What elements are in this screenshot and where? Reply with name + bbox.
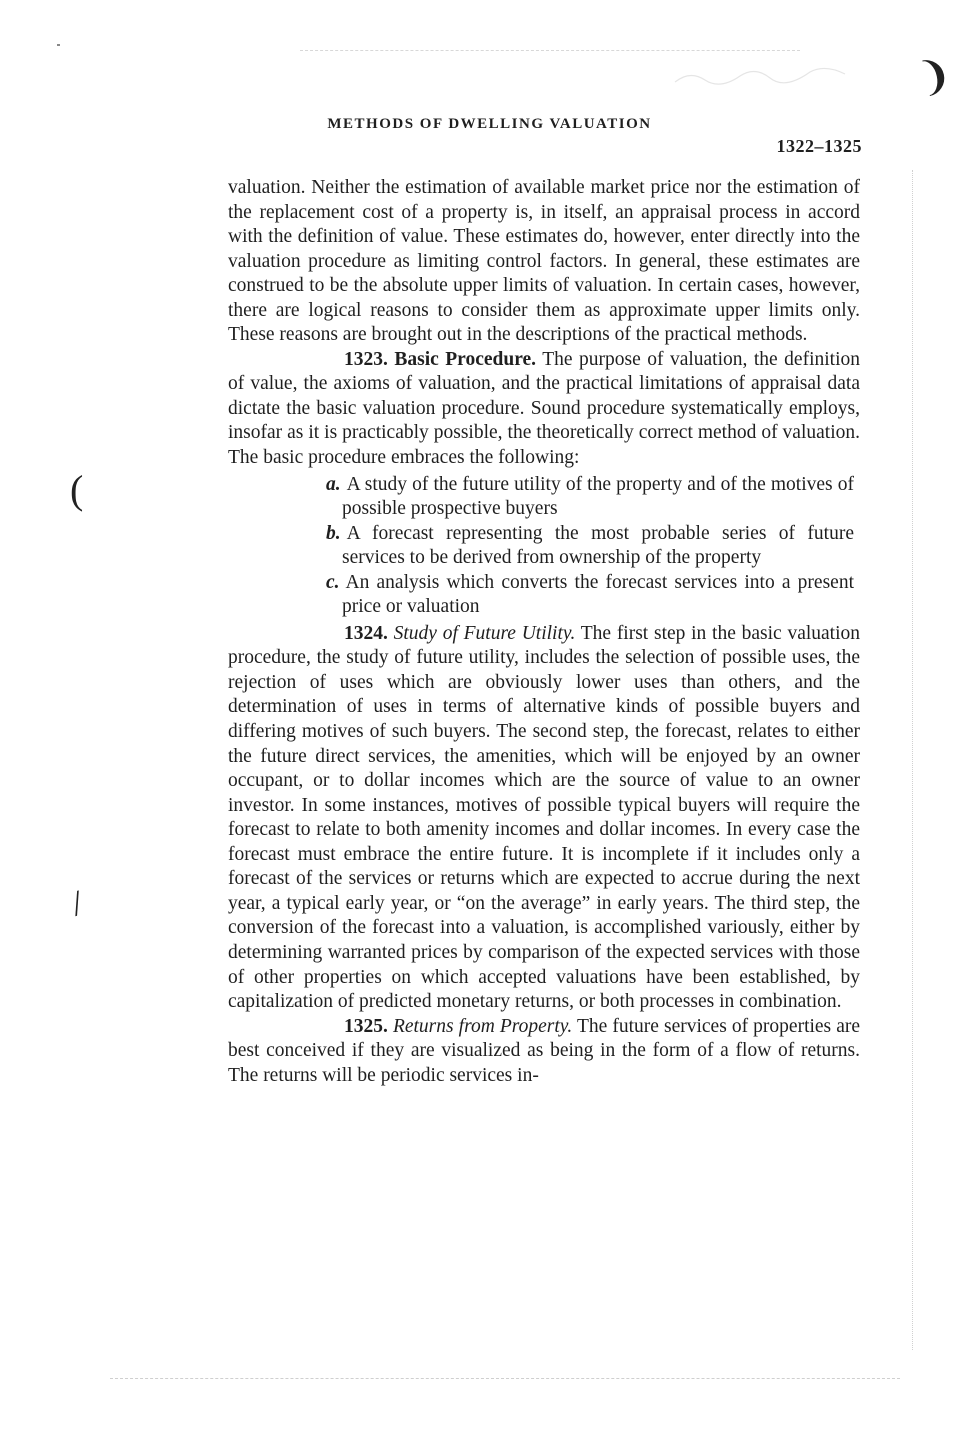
list-letter: c. <box>326 571 340 593</box>
list-letter: a. <box>326 473 341 495</box>
section-body: The purpose of valuation, the definition of value, the axioms of valuation, and the practical limitations of appraisal data dictate the basic valuation procedure. Sound procedure systematically employs, insofar as it is practicably possible, the theoretically correct method of valuation. The basic procedure embraces the following: <box>228 348 860 469</box>
section-number: 1323. <box>344 348 388 370</box>
paragraph-intro: valuation. Neither the estimation of available market price nor the estimation of the replacement cost of a property is, in itself, an appraisal process in accord with the definition of value. These estimates do, however, enter directly into the valuation procedure as limiting control factors. In general, these estimates are construed to be the absolute upper limits of valuation. In certain cases, however, there are logical reasons to consider them as approximate upper limits only. These reasons are brought out in the descriptions of the practical methods. <box>228 177 860 346</box>
faint-pencil-scribble <box>670 60 850 90</box>
section-body: The future services of properties are best conceived if they are visualized as being in the form of a flow of returns. The returns will be periodic services in- <box>228 1015 861 1086</box>
list-letter: b. <box>326 522 341 544</box>
scan-artifact-bottom-rule <box>110 1378 900 1379</box>
running-head-title: METHODS OF DWELLING VALUATION <box>327 116 652 132</box>
procedure-list <box>228 473 860 620</box>
list-item <box>326 571 854 620</box>
list-item <box>326 522 854 571</box>
section-heading: Returns from Property. <box>392 1015 573 1037</box>
margin-mark-slash: / <box>66 882 88 924</box>
section-heading: Study of Future Utility. <box>393 622 576 644</box>
section-heading: Basic Procedure. <box>394 348 537 370</box>
scan-speck <box>57 44 60 46</box>
margin-mark-bracket: ( <box>70 467 84 512</box>
scan-artifact-top-rule <box>300 50 800 51</box>
page-body <box>228 176 860 1088</box>
section-body: The first step in the basic valuation procedure, the study of future utility, includes the selection of possible uses, the rejection of uses which are obviously lower uses than others, and the determination of uses in terms of alternative kinds of possible buyers and differing motives of such buyers. The second step, the forecast, relates to either the future direct services, the amenities, which will be enjoyed by an owner occupant, or to dollar incomes which are the source of value to an owner investor. In some instances, motives of possible typical buyers will require the forecast to relate to both amenity incomes and dollar incomes. In every case the forecast must embrace the entire future. It is incomplete if it includes only a forecast of the services or returns which are expected to accrue during the next year, a typical early year, or “on the average” in early years. The third step, the conversion of the forecast into a valuation, is accomplished variously, either by determining warranted prices by comparison of the expected services with those of other properties on which accepted valuations have been established, by capitalization of predicted monetary returns, or both processes in combination. <box>228 622 861 1013</box>
section-1324 <box>228 622 860 1015</box>
section-1323 <box>228 348 860 471</box>
scan-artifact-margin-line <box>912 170 913 1350</box>
margin-mark-top-right: ❩ <box>913 50 956 101</box>
section-number: 1325. <box>344 1015 388 1037</box>
section-number: 1324. <box>344 622 388 644</box>
section-range: 1322–1325 <box>776 136 862 156</box>
list-text: An analysis which converts the forecast services into a present price or valuation <box>342 571 854 618</box>
list-item <box>326 473 854 522</box>
list-text: A forecast representing the most probable series of future services to be derived from ownership of the property <box>342 522 854 569</box>
list-text: A study of the future utility of the property and of the motives of possible prospective buyers <box>342 473 854 520</box>
section-1325 <box>228 1015 860 1089</box>
